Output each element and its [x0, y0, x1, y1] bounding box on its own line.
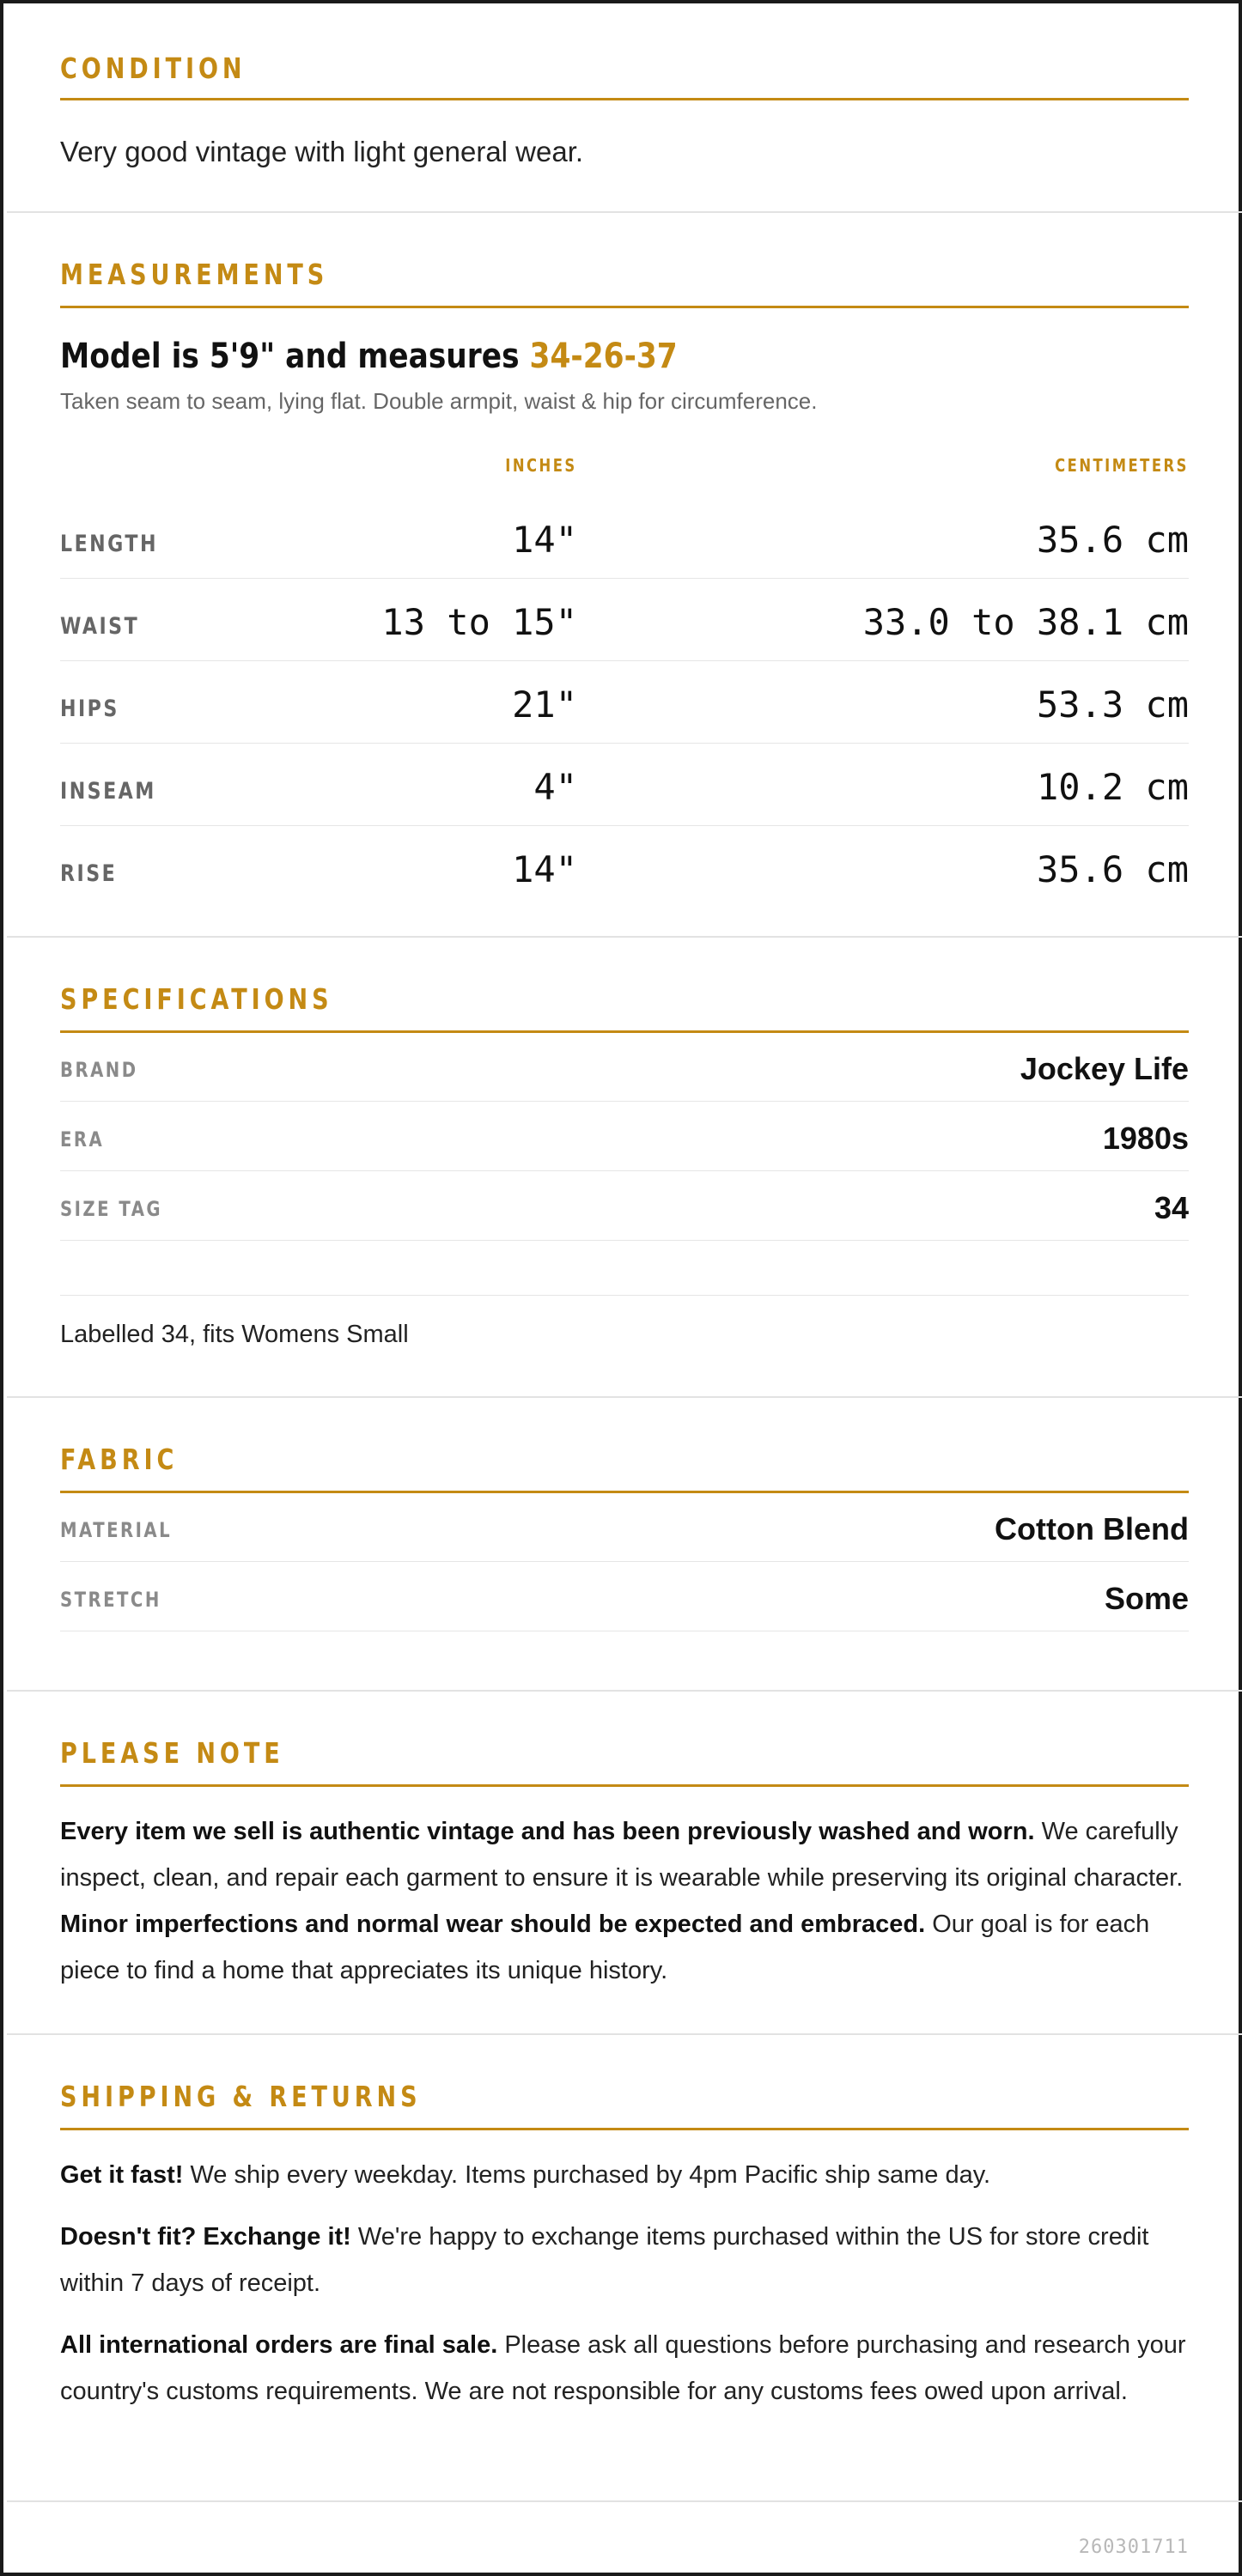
measurement-row-hips — [60, 661, 1189, 744]
shipping-fast-text: We ship every weekday. Items purchased by 4pm Pacific ship same day. — [183, 2161, 991, 2189]
please-note-text-1: We carefully inspect, clean, and repair each garment to ensure it is wearable while preserving its original character. — [60, 1818, 1184, 1892]
measurement-label-hips: HIPS — [60, 696, 119, 722]
fabric-label-stretch: STRETCH — [60, 1588, 161, 1612]
model-measures-line — [60, 337, 678, 376]
shipping-fast-bold: Get it fast! — [60, 2161, 184, 2189]
fabric-list — [60, 1492, 1189, 1638]
shipping-section — [7, 2035, 1242, 2502]
spec-value-era: 1980s — [1102, 1121, 1189, 1156]
measurement-cm-length: 35.6 cm — [1036, 519, 1189, 561]
measurement-cm-inseam: 10.2 cm — [1036, 766, 1189, 808]
measurements-table — [60, 496, 1189, 908]
measurement-cm-rise: 35.6 cm — [1036, 848, 1189, 890]
please-note-rule — [60, 1784, 1189, 1787]
spec-row-brand — [60, 1032, 1189, 1102]
measurement-cm-hips: 53.3 cm — [1036, 683, 1189, 726]
spec-value-size-tag: 34 — [1154, 1190, 1189, 1225]
measurement-inches-waist: 13 to 15" — [381, 601, 577, 643]
measurements-section — [7, 213, 1242, 938]
footer — [7, 2502, 1242, 2573]
measurements-rule — [60, 306, 1189, 308]
spec-label-era: ERA — [60, 1127, 105, 1151]
condition-text: Very good vintage with light general wear. — [60, 136, 584, 167]
spec-row-divider — [60, 1240, 1189, 1241]
spec-label-size-tag: SIZE TAG — [60, 1197, 163, 1221]
measurement-label-rise: RISE — [60, 860, 118, 887]
spec-value-brand: Jockey Life — [1020, 1051, 1189, 1086]
measurement-inches-inseam: 4" — [533, 766, 577, 808]
fabric-heading: FABRIC — [60, 1443, 179, 1476]
please-note-heading: PLEASE NOTE — [60, 1736, 284, 1770]
measurement-row-length — [60, 496, 1189, 579]
measurement-label-waist: WAIST — [60, 613, 140, 640]
condition-heading: CONDITION — [60, 52, 247, 85]
measurements-heading: MEASUREMENTS — [60, 258, 329, 291]
fabric-section — [7, 1398, 1242, 1692]
shipping-international-text: Please ask all questions before purchasing and research your country's customs requirements. We are not responsible for any customs fees owed upon arrival. — [60, 2331, 1186, 2405]
spec-label-brand: BRAND — [60, 1058, 138, 1082]
shipping-rule — [60, 2128, 1189, 2130]
fabric-value-stretch: Some — [1104, 1581, 1189, 1616]
shipping-paragraph-fast — [60, 2152, 1189, 2198]
model-measures-prefix: Model is 5'9" and measures — [60, 337, 530, 376]
measurement-inches-hips: 21" — [512, 683, 577, 726]
product-code: 260301711 — [1078, 2537, 1189, 2558]
measurement-row-rise — [60, 826, 1189, 908]
specifications-divider — [60, 1295, 1189, 1296]
shipping-paragraph-exchange — [60, 2214, 1189, 2306]
shipping-heading: SHIPPING & RETURNS — [60, 2080, 422, 2113]
shipping-exchange-text: We're happy to exchange items purchased within the US for store credit within 7 days of receipt. — [60, 2223, 1149, 2297]
spec-row-era — [60, 1102, 1189, 1171]
inches-column-header: INCHES — [505, 455, 577, 476]
fabric-row-material — [60, 1492, 1189, 1562]
fabric-row-stretch — [60, 1562, 1189, 1631]
please-note-bold-2: Minor imperfections and normal wear should be expected and embraced. — [60, 1911, 926, 1938]
centimeters-column-header: CENTIMETERS — [1055, 455, 1189, 476]
please-note-paragraph — [60, 1808, 1189, 1994]
specifications-note: Labelled 34, fits Womens Small — [60, 1321, 409, 1348]
model-measures-value: 34-26-37 — [529, 337, 678, 376]
measurement-label-length: LENGTH — [60, 531, 158, 557]
condition-section — [7, 3, 1242, 213]
shipping-paragraph-international — [60, 2322, 1189, 2415]
measurement-row-waist — [60, 579, 1189, 661]
condition-rule — [60, 98, 1189, 100]
shipping-exchange-bold: Doesn't fit? Exchange it! — [60, 2223, 351, 2251]
fabric-value-material: Cotton Blend — [995, 1511, 1189, 1546]
specifications-heading: SPECIFICATIONS — [60, 982, 333, 1016]
please-note-bold-1: Every item we sell is authentic vintage and has been previously washed and worn. — [60, 1818, 1035, 1845]
spec-row-size-tag — [60, 1171, 1189, 1241]
fabric-label-material: MATERIAL — [60, 1518, 173, 1542]
specifications-section — [7, 938, 1242, 1398]
please-note-text-2: Our goal is for each piece to find a home that appreciates its unique history. — [60, 1911, 1150, 1984]
please-note-section — [7, 1692, 1242, 2035]
shipping-international-bold: All international orders are final sale. — [60, 2331, 498, 2359]
measurement-row-inseam — [60, 744, 1189, 826]
specifications-list — [60, 1032, 1189, 1247]
measurement-label-inseam: INSEAM — [60, 778, 156, 805]
measurements-note: Taken seam to seam, lying flat. Double armpit, waist & hip for circumference. — [60, 388, 818, 414]
measurement-inches-length: 14" — [512, 519, 577, 561]
measurement-cm-waist: 33.0 to 38.1 cm — [862, 601, 1189, 643]
measurement-inches-rise: 14" — [512, 848, 577, 890]
